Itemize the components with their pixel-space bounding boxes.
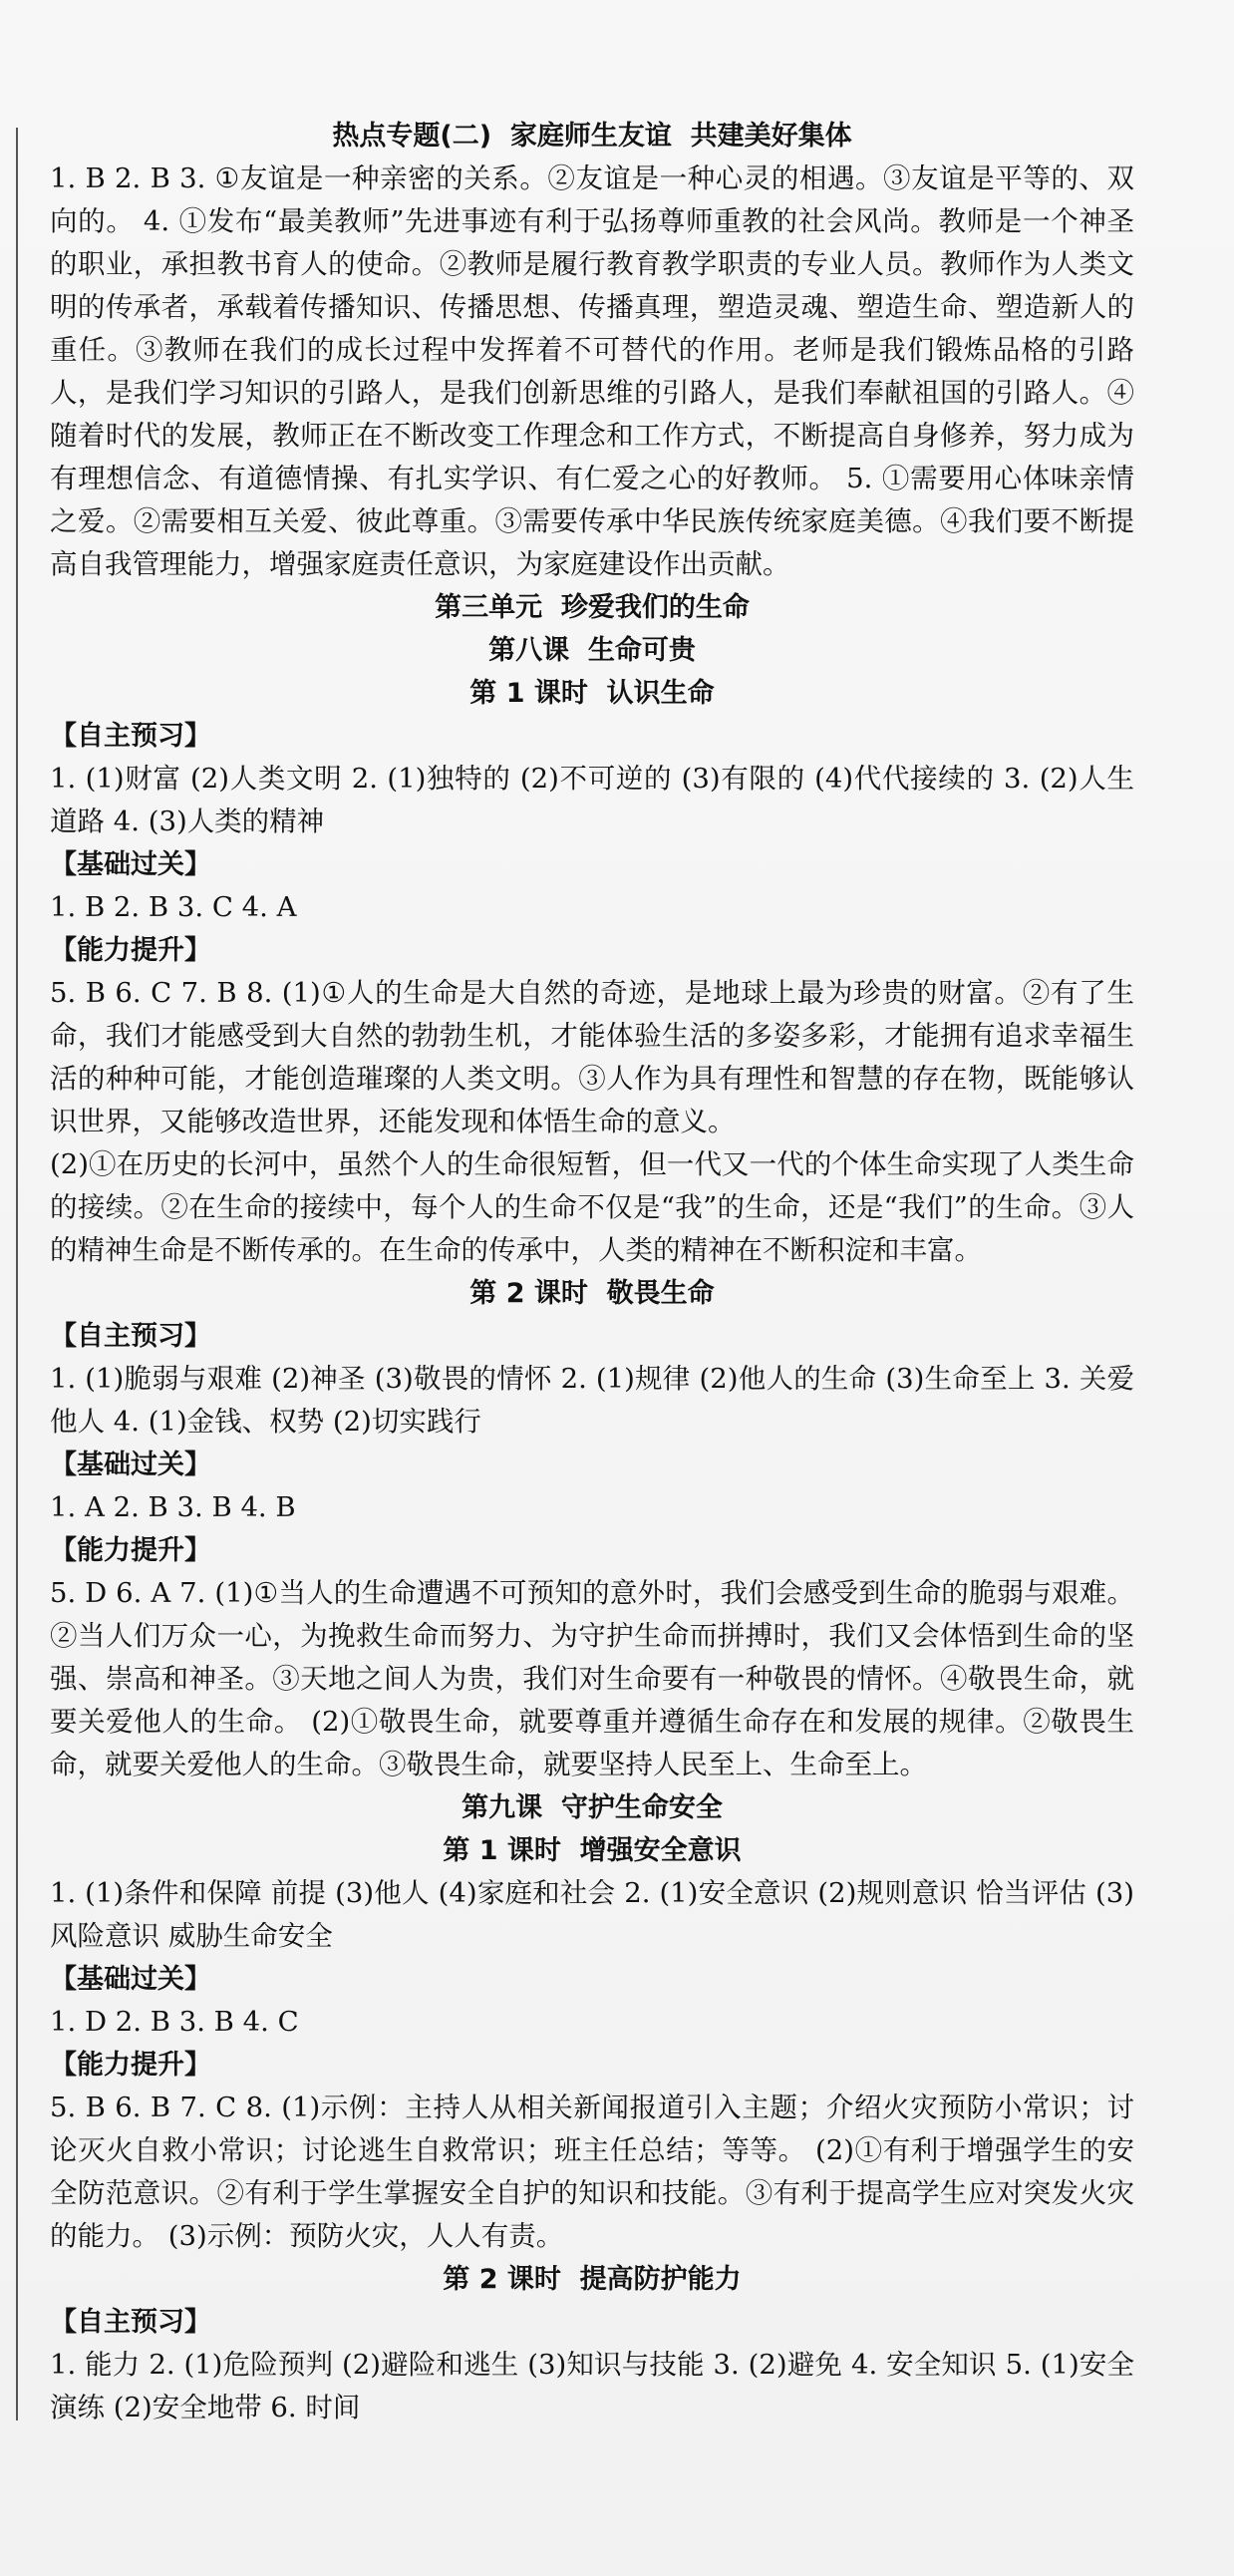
- section-heading: 第 2 课时 敬畏生命: [469, 1278, 715, 1309]
- subsection-label: 【能力提升】: [50, 935, 211, 966]
- answer-paragraph: 1. D 2. B 3. B 4. C: [50, 2006, 299, 2038]
- answer-paragraph: 5. B 6. B 7. C 8. (1)示例：主持人从相关新闻报道引入主题；介绍火灾预防小常识；讨论灭火自救小常识；讨论逃生自救常识；班主任总结；等等。 (2)①有利于增强学生的安全防范意识。②有利于学生掌握安全自护的知识和技能。③有利于提高学生应对突发火灾的能力。 (3)示例：预防火灾，人人有责。: [50, 2092, 1134, 2252]
- section-heading: 热点专题(二) 家庭师生友谊 共建美好集体: [332, 121, 852, 152]
- subsection-label: 【基础过关】: [50, 1964, 211, 1995]
- subsection-label: 【自主预习】: [50, 721, 211, 752]
- subsection-label: 【基础过关】: [50, 849, 211, 880]
- section-heading: 第九课 守护生命安全: [462, 1792, 723, 1823]
- left-margin-rule: [16, 128, 18, 2420]
- answer-paragraph: 1. A 2. B 3. B 4. B: [50, 1491, 296, 1523]
- answer-paragraph: 1. (1)脆弱与艰难 (2)神圣 (3)敬畏的情怀 2. (1)规律 (2)他人的生命 (3)生命至上 3. 关爱他人 4. (1)金钱、权势 (2)切实践行: [50, 1363, 1134, 1438]
- answer-paragraph: 1. (1)条件和保障 前提 (3)他人 (4)家庭和社会 2. (1)安全意识 (2)规则意识 恰当评估 (3)风险意识 威胁生命安全: [50, 1877, 1134, 1952]
- answer-paragraph: 1. B 2. B 3. C 4. A: [50, 891, 297, 923]
- answer-paragraph: 1. 能力 2. (1)危险预判 (2)避险和逃生 (3)知识与技能 3. (2)避免 4. 安全知识 5. (1)安全演练 (2)安全地带 6. 时间: [50, 2349, 1134, 2423]
- answer-key-content: [50, 115, 1134, 2429]
- section-heading: 第三单元 珍爱我们的生命: [435, 592, 750, 623]
- subsection-label: 【自主预习】: [50, 2307, 211, 2338]
- section-heading: 第 1 课时 认识生命: [469, 678, 715, 709]
- answer-paragraph: 1. B 2. B 3. ①友谊是一种亲密的关系。②友谊是一种心灵的相遇。③友谊是平等的、双向的。 4. ①发布“最美教师”先进事迹有利于弘扬尊师重教的社会风尚。教师是一个神圣的职业，承担教书育人的使命。②教师是履行教育教学职责的专业人员。教师作为人类文明的传承者，承载着传播知识、传播思想、传播真理，塑造灵魂、塑造生命、塑造新人的重任。③教师在我们的成长过程中发挥着不可替代的作用。老师是我们锻炼品格的引路人，是我们学习知识的引路人，是我们创新思维的引路人，是我们奉献祖国的引路人。④随着时代的发展，教师正在不断改变工作理念和工作方式，不断提高自身修养，努力成为有理想信念、有道德情操、有扎实学识、有仁爱之心的好教师。 5. ①需要用心体味亲情之爱。②需要相互关爱、彼此尊重。③需要传承中华民族传统家庭美德。④我们要不断提高自我管理能力，增强家庭责任意识，为家庭建设作出贡献。: [50, 162, 1134, 580]
- subsection-label: 【能力提升】: [50, 1535, 211, 1566]
- subsection-label: 【能力提升】: [50, 2050, 211, 2081]
- answer-paragraph: 5. B 6. C 7. B 8. (1)①人的生命是大自然的奇迹，是地球上最为珍贵的财富。②有了生命，我们才能感受到大自然的勃勃生机，才能体验生活的多姿多彩，才能拥有追求幸福生活的种种可能，才能创造璀璨的人类文明。③人作为具有理性和智慧的存在物，既能够认识世界，又能够改造世界，还能发现和体悟生命的意义。: [50, 977, 1134, 1137]
- answer-paragraph: 5. D 6. A 7. (1)①当人的生命遭遇不可预知的意外时，我们会感受到生命的脆弱与艰难。②当人们万众一心，为挽救生命而努力、为守护生命而拼搏时，我们又会体悟到生命的坚强、崇高和神圣。③天地之间人为贵，我们对生命要有一种敬畏的情怀。④敬畏生命，就要关爱他人的生命。 (2)①敬畏生命，就要尊重并遵循生命存在和发展的规律。②敬畏生命，就要关爱他人的生命。③敬畏生命，就要坚持人民至上、生命至上。: [50, 1577, 1134, 1780]
- subsection-label: 【自主预习】: [50, 1321, 211, 1352]
- section-heading: 第八课 生命可贵: [488, 635, 696, 666]
- section-heading: 第 1 课时 增强安全意识: [443, 1835, 742, 1866]
- answer-paragraph: 1. (1)财富 (2)人类文明 2. (1)独特的 (2)不可逆的 (3)有限的 (4)代代接续的 3. (2)人生道路 4. (3)人类的精神: [50, 763, 1134, 837]
- section-heading: 第 2 课时 提高防护能力: [443, 2264, 742, 2295]
- answer-paragraph: (2)①在历史的长河中，虽然个人的生命很短暂，但一代又一代的个体生命实现了人类生命的接续。②在生命的接续中，每个人的生命不仅是“我”的生命，还是“我们”的生命。③人的精神生命是不断传承的。在生命的传承中，人类的精神在不断积淀和丰富。: [50, 1148, 1134, 1266]
- subsection-label: 【基础过关】: [50, 1449, 211, 1480]
